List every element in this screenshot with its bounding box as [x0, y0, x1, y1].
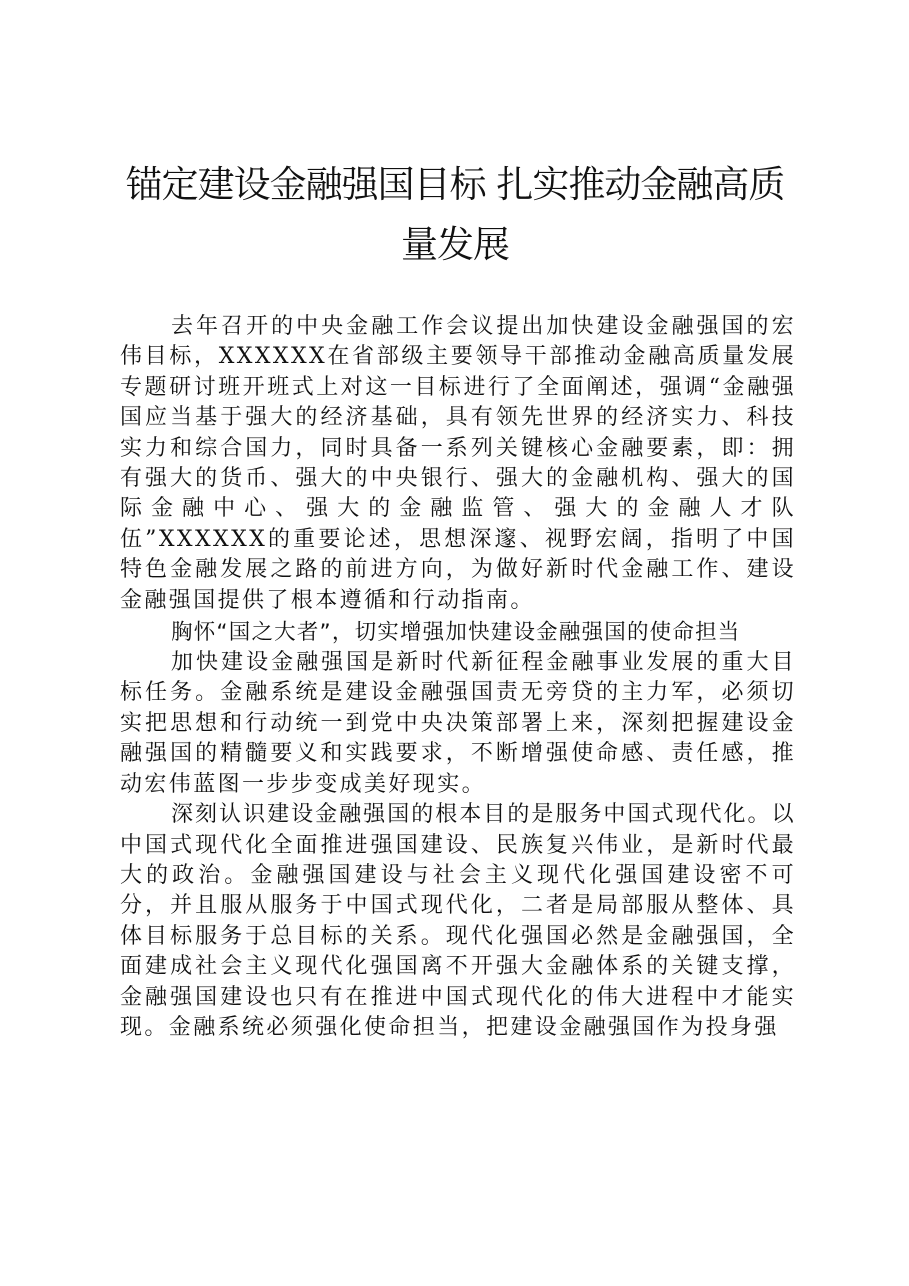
paragraph-lead-sentence: 深刻认识建设金融强国的根本目的是服务中国式现代化。: [171, 802, 772, 828]
paragraph-task: 加快建设金融强国是新时代新征程金融事业发展的重大目标任务。金融系统是建设金融强国责无旁贷的主力军，必须切实把思想和行动统一到党中央决策部署上来，深刻把握建设金融强国的精髓要义和实践要求，不断增强使命感、责任感，推动宏伟蓝图一步步变成美好现实。: [120, 650, 796, 797]
paragraph-intro: 去年召开的中央金融工作会议提出加快建设金融强国的宏伟目标，XXXXXX在省部级主要领导干部推动金融高质量发展专题研讨班开班式上对这一目标进行了全面阐述，强调“金融强国应当基于强大的经济基础，具有领先世界的经济实力、科技实力和综合国力，同时具备一系列关键核心金融要素，即：拥有强大的货币、强大的中央银行、强大的金融机构、强大的国际金融中心、强大的金融监管、强大的金融人才队伍”XXXXXX的重要论述，思想深邃、视野宏阔，指明了中国特色金融发展之路的前进方向，为做好新时代金融工作、建设金融强国提供了根本遵循和行动指南。: [120, 314, 796, 613]
paragraph-purpose-text: 以中国式现代化全面推进强国建设、民族复兴伟业，是新时代最大的政治。金融强国建设与社会主义现代化强国建设密不可分，并且服从服务于中国式现代化，二者是局部服从整体、具体目标服务于总目标的关系。现代化强国必然是金融强国，全面建成社会主义现代化强国离不开强大金融体系的关键支撑，金融强国建设也只有在推进中国式现代化的伟大进程中才能实现。金融系统必须强化使命担当，把建设金融强国作为投身强: [120, 802, 796, 1040]
section-heading: 胸怀“国之大者”，切实增强加快建设金融强国的使命担当: [171, 620, 741, 646]
document-title: 锚定建设金融强国目标 扎实推动金融高质量发展: [125, 163, 785, 266]
paragraph-purpose: [120, 800, 796, 1043]
document-body: [120, 312, 796, 1043]
